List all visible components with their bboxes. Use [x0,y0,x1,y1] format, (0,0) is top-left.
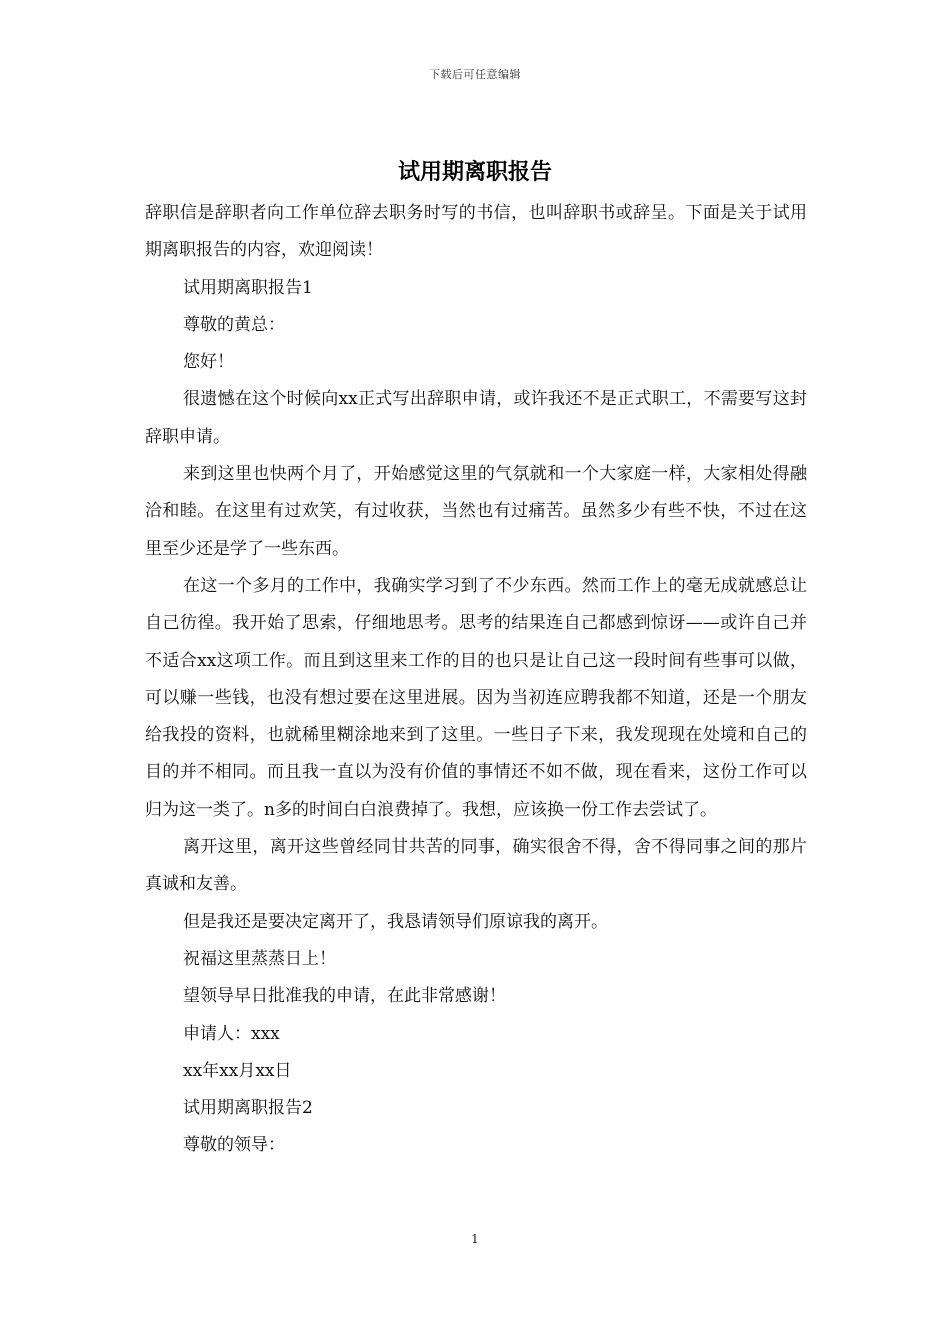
applicant-line: 申请人：xxx [183,1023,280,1044]
date-line: xx年xx月xx日 [183,1060,292,1081]
body-paragraph: 在这一个多月的工作中，我确实学习到了不少东西。然而工作上的毫无成就感总让自己彷徨。我开始了思索，仔细地思考。思考的结果连自己都感到惊讶——或许自己并不适合xx这项工作。而且到这里来工作的目的也只是让自己这一段时间有些事可以做，可以赚一些钱，也没有想过要在这里进展。因为当初连应聘我都不知道，还是一个朋友给我投的资料，也就稀里糊涂地来到了这里。一些日子下来，我发现现在处境和自己的目的并不相同。而且我一直以为没有价值的事情还不如不做，现在看来，这份工作可以归为这一类了。n多的时间白白浪费掉了。我想，应该换一份工作去尝试了。 [145,575,807,820]
body-paragraph: 很遗憾在这个时候向xx正式写出辞职申请，或许我还不是正式职工，不需要写这封辞职申请。 [145,389,807,447]
body-paragraph: 来到这里也快两个月了，开始感觉这里的气氛就和一个大家庭一样，大家相处得融洽和睦。在这里有过欢笑，有过收获，当然也有过痛苦。虽然多少有些不快，不过在这里至少还是学了一些东西。 [145,464,807,559]
page-number: 1 [471,1232,479,1246]
salutation: 尊敬的黄总： [183,314,285,335]
document-body [145,195,807,1165]
intro-paragraph: 辞职信是辞职者向工作单位辞去职务时写的书信，也叫辞职书或辞呈。下面是关于试用期离职报告的内容，欢迎阅读！ [145,203,807,261]
header-note: 下载后可任意编辑 [429,68,521,81]
section-heading-1: 试用期离职报告1 [183,277,313,298]
closing-line: 望领导早日批准我的申请，在此非常感谢！ [183,986,506,1007]
body-paragraph: 但是我还是要决定离开了，我恳请领导们原谅我的离开。 [183,911,608,932]
blessing-line: 祝福这里蒸蒸日上！ [183,948,336,969]
document-title: 试用期离职报告 [397,159,552,185]
body-paragraph: 离开这里，离开这些曾经同甘共苦的同事，确实很舍不得，舍不得同事之间的那片真诚和友善。 [145,837,807,895]
section-heading-2: 试用期离职报告2 [183,1098,313,1119]
greeting: 您好！ [183,352,234,373]
salutation: 尊敬的领导： [183,1135,285,1156]
